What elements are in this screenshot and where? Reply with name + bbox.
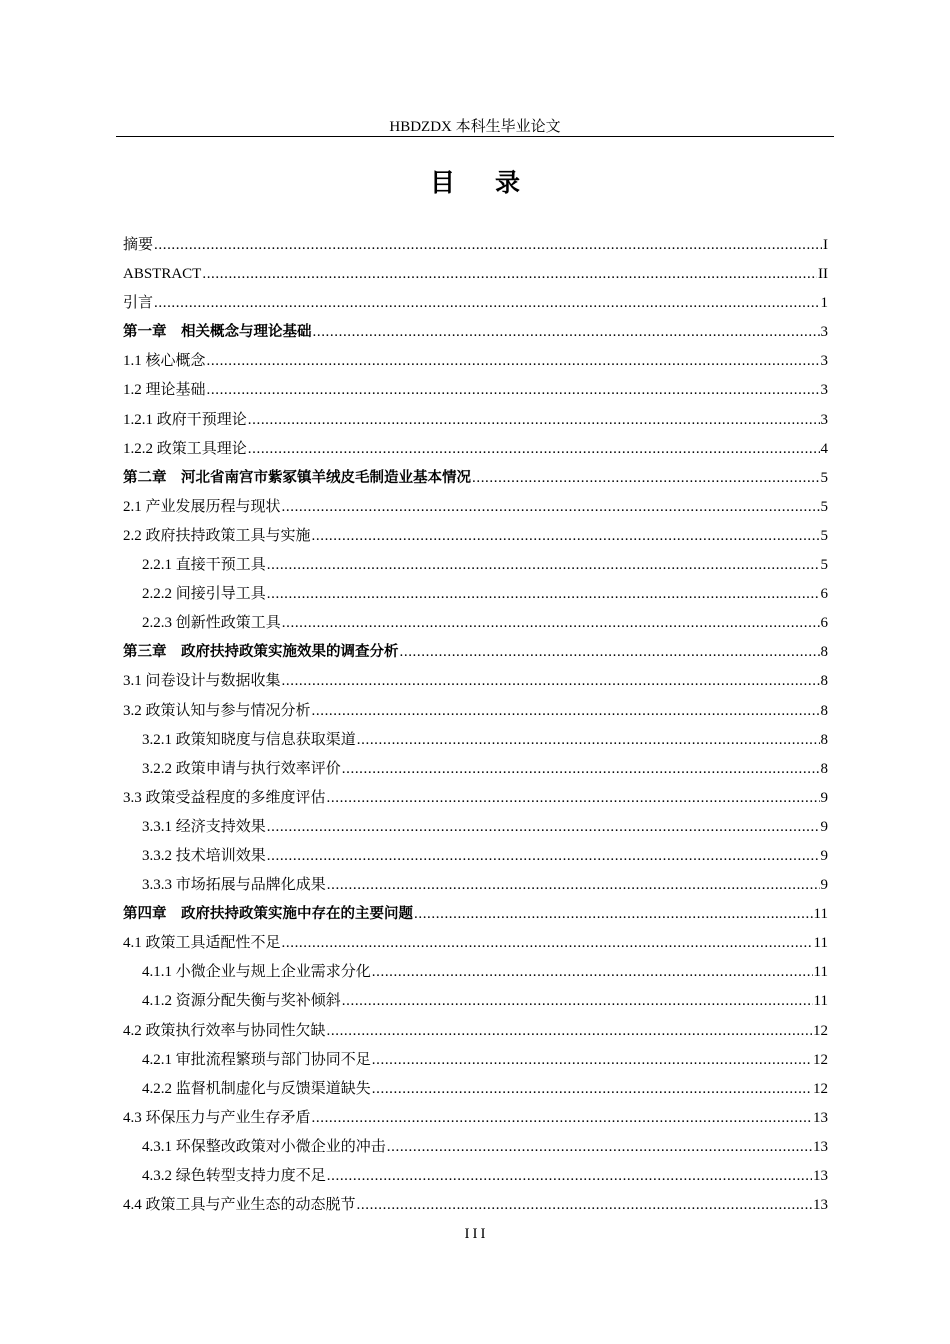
toc-leader-dots	[248, 406, 820, 435]
toc-entry-page: 1	[820, 295, 828, 312]
toc-entry-page: II	[818, 266, 828, 283]
toc-entry-label: ABSTRACT	[123, 266, 202, 283]
toc-leader-dots	[282, 609, 820, 638]
toc-entry-page: 5	[820, 557, 828, 574]
toc-leader-dots	[154, 231, 822, 260]
toc-leader-dots	[342, 755, 820, 784]
toc-entry-label: 3.3.3 市场拓展与品牌化成果	[142, 877, 326, 894]
toc-entry-label: 4.1.2 资源分配失衡与奖补倾斜	[142, 993, 341, 1010]
toc-entry-label: 引言	[123, 295, 154, 312]
toc-leader-dots	[357, 1191, 812, 1220]
toc-entry-page: 9	[820, 877, 828, 894]
toc-entry-label: 3.2.2 政策申请与执行效率评价	[142, 760, 341, 777]
toc-entry[interactable]	[123, 318, 828, 347]
toc-entry[interactable]	[123, 1133, 828, 1162]
toc-entry-label: 第四章 政府扶持政策实施中存在的主要问题	[123, 906, 413, 923]
toc-entry-page: 13	[813, 1138, 828, 1155]
toc-entry-page: 12	[813, 1022, 828, 1039]
toc-leader-dots	[312, 697, 820, 726]
toc-leader-dots	[267, 580, 820, 609]
toc-entry-page: 6	[820, 615, 828, 632]
toc-entry-page: 3	[820, 382, 828, 399]
toc-entry-page: 8	[820, 702, 828, 719]
toc-entry[interactable]	[123, 406, 828, 435]
toc-entry-page: 11	[813, 906, 828, 923]
toc-entry-label: 4.3.1 环保整改政策对小微企业的冲击	[142, 1138, 386, 1155]
toc-entry[interactable]	[123, 900, 828, 929]
toc-entry[interactable]	[123, 231, 828, 260]
toc-entry-page: 9	[820, 789, 828, 806]
table-of-contents	[123, 231, 828, 1220]
toc-leader-dots	[414, 900, 813, 929]
toc-entry-page: 9	[820, 818, 828, 835]
toc-leader-dots	[400, 638, 820, 667]
toc-entry-label: 第一章 相关概念与理论基础	[123, 324, 312, 341]
toc-entry-page: 5	[820, 469, 828, 486]
header-rule	[116, 136, 834, 137]
toc-entry[interactable]	[123, 289, 828, 318]
toc-leader-dots	[342, 987, 813, 1016]
toc-entry-label: 2.2.3 创新性政策工具	[142, 615, 281, 632]
toc-leader-dots	[327, 1162, 812, 1191]
page-number: III	[464, 1226, 489, 1242]
toc-entry-label: 3.3.1 经济支持效果	[142, 818, 266, 835]
toc-entry-page: 8	[820, 760, 828, 777]
toc-leader-dots	[202, 260, 817, 289]
toc-entry-page: 5	[820, 527, 828, 544]
toc-leader-dots	[282, 929, 813, 958]
toc-leader-dots	[327, 871, 820, 900]
toc-entry-label: 1.2.2 政策工具理论	[123, 440, 247, 457]
toc-entry-page: I	[823, 237, 828, 253]
toc-leader-dots	[154, 289, 819, 318]
toc-entry-label: 3.3.2 技术培训效果	[142, 847, 266, 864]
toc-leader-dots	[312, 522, 820, 551]
toc-entry-page: 8	[820, 644, 828, 661]
toc-entry-label: 第二章 河北省南宫市紫冢镇羊绒皮毛制造业基本情况	[123, 469, 471, 486]
toc-entry[interactable]	[123, 376, 828, 405]
toc-entry[interactable]	[123, 1191, 828, 1220]
toc-entry[interactable]	[123, 522, 828, 551]
toc-entry[interactable]	[123, 1017, 828, 1046]
toc-leader-dots	[267, 842, 820, 871]
toc-entry[interactable]	[123, 871, 828, 900]
toc-entry-label: 4.3.2 绿色转型支持力度不足	[142, 1168, 326, 1184]
running-header: HBDZDX 本科生毕业论文	[389, 119, 561, 135]
toc-entry-page: 12	[813, 1051, 828, 1068]
toc-leader-dots	[267, 551, 820, 580]
toc-entry[interactable]	[123, 493, 828, 522]
toc-entry[interactable]	[123, 755, 828, 784]
toc-leader-dots	[327, 1017, 812, 1046]
toc-entry-label: 1.2 理论基础	[123, 382, 206, 399]
toc-leader-dots	[372, 958, 813, 987]
toc-entry-label: 1.1 核心概念	[123, 353, 206, 370]
toc-entry-page: 11	[813, 964, 828, 981]
toc-leader-dots	[357, 726, 820, 755]
toc-entry-page: 11	[813, 935, 828, 952]
toc-entry[interactable]	[123, 667, 828, 696]
toc-entry-label: 4.4 政策工具与产业生态的动态脱节	[123, 1197, 356, 1214]
toc-entry[interactable]	[123, 1046, 828, 1075]
toc-entry-label: 2.2.1 直接干预工具	[142, 557, 266, 574]
toc-entry-page: 9	[820, 847, 828, 864]
toc-leader-dots	[282, 667, 820, 696]
toc-entry[interactable]	[123, 784, 828, 813]
toc-leader-dots	[312, 1104, 812, 1133]
toc-entry-label: 1.2.1 政府干预理论	[123, 411, 247, 428]
toc-leader-dots	[207, 376, 820, 405]
toc-entry[interactable]	[123, 609, 828, 638]
toc-entry-label: 3.2 政策认知与参与情况分析	[123, 702, 311, 719]
toc-entry-label: 4.2 政策执行效率与协同性欠缺	[123, 1022, 326, 1039]
toc-entry-label: 4.2.2 监督机制虚化与反馈渠道缺失	[142, 1080, 371, 1097]
toc-entry[interactable]	[123, 1075, 828, 1104]
toc-entry-page: 6	[820, 586, 828, 603]
toc-entry-page: 8	[820, 673, 828, 690]
toc-entry[interactable]	[123, 813, 828, 842]
toc-entry[interactable]	[123, 958, 828, 987]
toc-entry-label: 4.2.1 审批流程繁琐与部门协同不足	[142, 1051, 371, 1068]
toc-leader-dots	[282, 493, 820, 522]
toc-entry-page: 3	[820, 411, 828, 428]
toc-entry-page: 13	[813, 1168, 828, 1184]
toc-entry-page: 12	[813, 1080, 828, 1097]
toc-entry-label: 4.3 环保压力与产业生存矛盾	[123, 1109, 311, 1126]
toc-entry-label: 2.1 产业发展历程与现状	[123, 498, 281, 515]
toc-entry-page: 8	[820, 731, 828, 748]
toc-entry-page: 4	[820, 440, 828, 457]
toc-entry-label: 3.1 问卷设计与数据收集	[123, 673, 281, 690]
toc-entry-label: 3.3 政策受益程度的多维度评估	[123, 789, 326, 806]
toc-leader-dots	[313, 318, 820, 347]
toc-entry-page: 3	[820, 353, 828, 370]
toc-entry[interactable]	[123, 580, 828, 609]
toc-entry[interactable]	[123, 726, 828, 755]
toc-entry-page: 11	[813, 993, 828, 1010]
toc-entry[interactable]	[123, 551, 828, 580]
toc-entry[interactable]	[123, 1104, 828, 1133]
toc-entry[interactable]	[123, 347, 828, 376]
toc-leader-dots	[372, 1046, 812, 1075]
toc-entry[interactable]	[123, 697, 828, 726]
toc-leader-dots	[248, 435, 820, 464]
toc-entry-label: 2.2 政府扶持政策工具与实施	[123, 527, 311, 544]
toc-entry-label: 4.1.1 小微企业与规上企业需求分化	[142, 964, 371, 981]
toc-entry-page: 3	[820, 324, 828, 341]
toc-leader-dots	[387, 1133, 812, 1162]
toc-entry-label: 摘要	[123, 237, 154, 253]
toc-entry-label: 3.2.1 政策知晓度与信息获取渠道	[142, 731, 356, 748]
toc-leader-dots	[207, 347, 820, 376]
toc-entry[interactable]	[123, 435, 828, 464]
toc-leader-dots	[472, 464, 820, 493]
toc-entry-label: 2.2.2 间接引导工具	[142, 586, 266, 603]
toc-leader-dots	[372, 1075, 812, 1104]
toc-entry[interactable]	[123, 464, 828, 493]
toc-entry-label: 4.1 政策工具适配性不足	[123, 935, 281, 952]
toc-entry[interactable]	[123, 638, 828, 667]
toc-leader-dots	[327, 784, 820, 813]
toc-title: 目录	[429, 168, 560, 197]
toc-entry[interactable]	[123, 929, 828, 958]
toc-entry[interactable]	[123, 1162, 828, 1191]
toc-entry[interactable]	[123, 842, 828, 871]
toc-entry-label: 第三章 政府扶持政策实施效果的调查分析	[123, 644, 399, 661]
toc-entry-page: 13	[813, 1197, 828, 1214]
toc-entry[interactable]	[123, 260, 828, 289]
toc-entry[interactable]	[123, 987, 828, 1016]
toc-leader-dots	[267, 813, 820, 842]
toc-entry-page: 5	[820, 498, 828, 515]
toc-entry-page: 13	[813, 1109, 828, 1126]
